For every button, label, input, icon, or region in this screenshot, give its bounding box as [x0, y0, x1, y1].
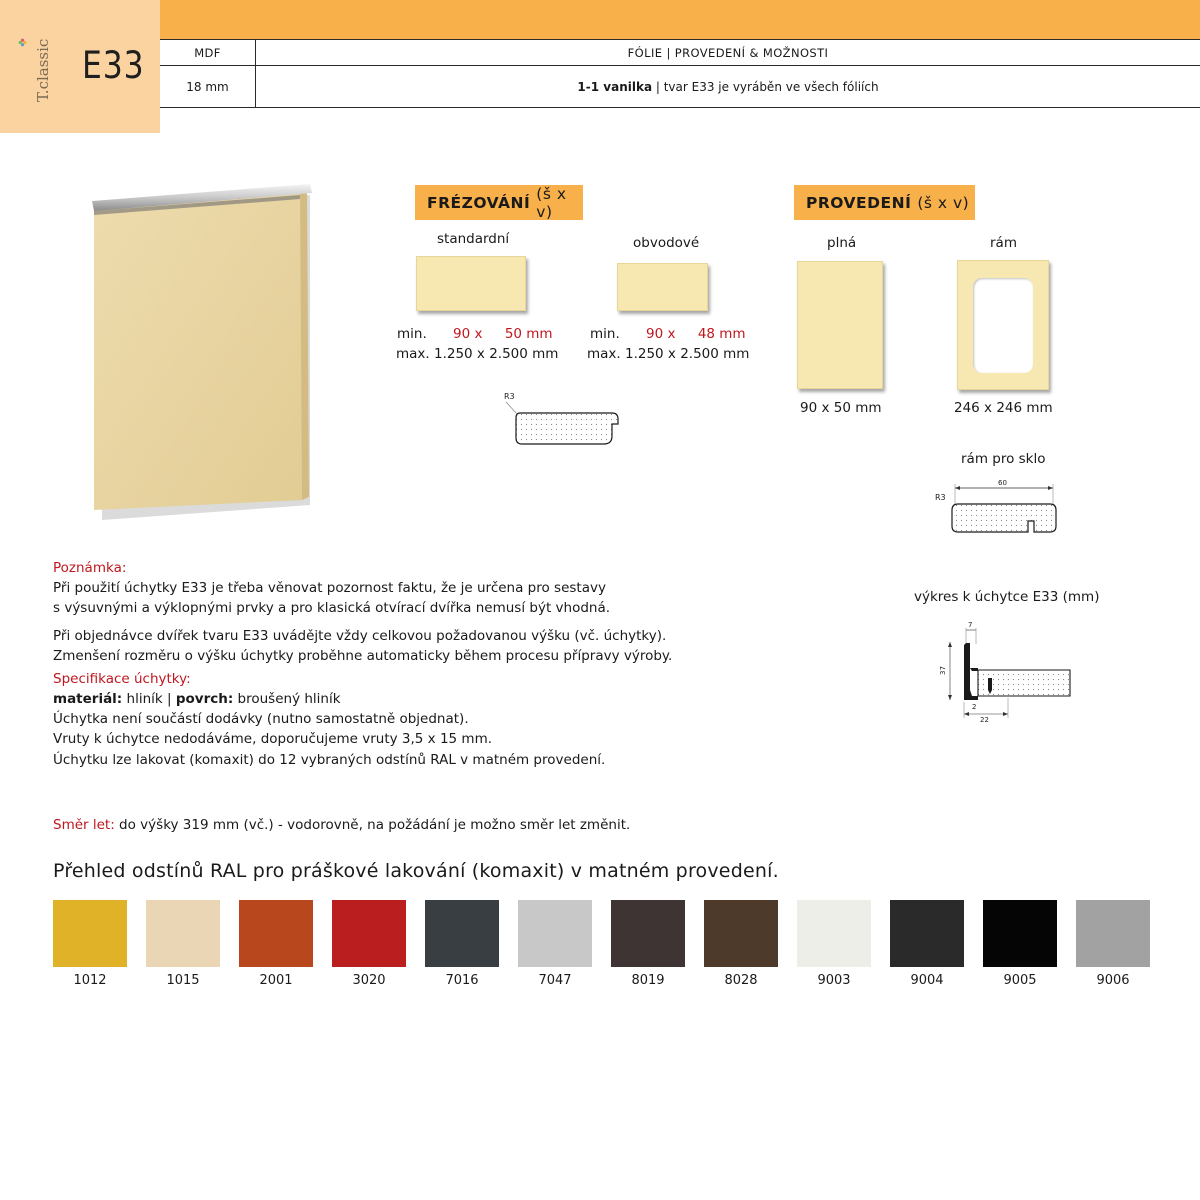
ral-code: 9003	[817, 973, 851, 988]
ral-swatch-item	[425, 900, 499, 988]
brand-logo-text: T.classic	[34, 38, 52, 102]
spec-table-value-row	[160, 66, 1200, 108]
order-line: Při objednávce dvířek tvaru E33 uvádějte vždy celkovou požadovanou výšku (vč. úchytky).	[53, 628, 667, 644]
spec-line: Úchytka není součástí dodávky (nutno samostatně objednat).	[53, 711, 469, 727]
ral-swatch-item	[53, 900, 127, 988]
milling-perimeter-min	[590, 326, 746, 342]
ral-code: 9005	[1003, 973, 1037, 988]
brand-panel	[0, 0, 160, 133]
ral-swatch-item	[611, 900, 685, 988]
material-line	[53, 689, 813, 709]
spec-value-foil	[256, 66, 1200, 107]
door-panel	[94, 191, 302, 510]
ral-swatch	[239, 900, 313, 967]
milling-profile-drawing	[500, 388, 625, 450]
ral-code: 8019	[631, 973, 665, 988]
ral-swatch	[425, 900, 499, 967]
ral-swatch	[704, 900, 778, 967]
flower-icon	[18, 38, 27, 47]
ral-swatch-item	[518, 900, 592, 988]
note-line: s výsuvnými a výklopnými prvky a pro klasická otvírací dvířka nemusí být vhodná.	[53, 600, 611, 616]
milling-perimeter-sample	[617, 263, 708, 311]
ral-swatch	[1076, 900, 1150, 967]
ral-swatch-item	[146, 900, 220, 988]
version-frame-sample	[957, 260, 1049, 390]
glass-frame-profile-drawing	[930, 474, 1060, 538]
ral-swatch	[890, 900, 964, 967]
milling-perimeter-label: obvodové	[633, 235, 700, 251]
surface-value: broušený hliník	[233, 691, 341, 707]
ral-code: 9006	[1096, 973, 1130, 988]
milling-section-tag	[415, 185, 583, 220]
milling-standard-sample	[416, 256, 526, 311]
version-frame-size: 246 x 246 mm	[954, 400, 1053, 416]
milling-standard-label: standardní	[437, 231, 510, 247]
ral-swatch-item	[1076, 900, 1150, 988]
grain-label: Směr let:	[53, 817, 115, 833]
version-solid-size: 90 x 50 mm	[800, 400, 882, 416]
ral-code: 7016	[445, 973, 479, 988]
milling-dims: (š x v)	[536, 184, 567, 221]
handle-dim-small: 2	[972, 703, 977, 711]
spec-heading: Specifikace úchytky:	[53, 671, 191, 687]
ral-swatch	[53, 900, 127, 967]
ral-swatch	[518, 900, 592, 967]
door-illustration	[78, 175, 328, 520]
surface-label: povrch:	[175, 691, 234, 707]
order-line: Zmenšení rozměru o výšku úchytky proběhne automaticky během procesu přípravy výroby.	[53, 648, 673, 664]
handle-technical-drawing	[932, 618, 1080, 728]
note-heading: Poznámka:	[53, 560, 127, 576]
model-code: E33	[82, 44, 145, 87]
handle-dim-bottom: 22	[980, 716, 989, 724]
spec-line: Vruty k úchytce nedodáváme, doporučujeme vruty 3,5 x 15 mm.	[53, 731, 493, 747]
version-title: PROVEDENÍ	[806, 193, 912, 212]
spec-table	[160, 39, 1200, 108]
milling-standard-max: max. 1.250 x 2.500 mm	[396, 346, 559, 362]
ral-swatch-row	[53, 900, 1153, 990]
foil-note: | tvar E33 je vyráběn ve všech fóliích	[652, 79, 879, 94]
ral-swatch	[983, 900, 1057, 967]
min-width: 90 x	[453, 326, 483, 342]
material-value: hliník |	[122, 691, 176, 707]
ral-code: 2001	[259, 973, 293, 988]
min-width: 90 x	[646, 326, 676, 342]
note-line: Při použití úchytky E33 je třeba věnovat pozornost faktu, že je určena pro sestavy	[53, 580, 606, 596]
ral-code: 1015	[166, 973, 200, 988]
spec-table-header-row	[160, 39, 1200, 66]
version-section-tag	[794, 185, 975, 220]
glass-frame-label: rám pro sklo	[961, 451, 1046, 467]
ral-code: 9004	[910, 973, 944, 988]
milling-perimeter-max: max. 1.250 x 2.500 mm	[587, 346, 750, 362]
version-dims: (š x v)	[917, 193, 970, 212]
ral-swatch-item	[983, 900, 1057, 988]
ral-code: 1012	[73, 973, 107, 988]
glass-profile-r3-label: R3	[935, 493, 946, 502]
glass-profile-width-label: 60	[998, 479, 1007, 487]
material-label: materiál:	[53, 691, 123, 707]
min-height: 50 mm	[504, 326, 553, 342]
spec-value-thickness: 18 mm	[160, 66, 256, 107]
ral-swatch	[797, 900, 871, 967]
ral-swatch-item	[890, 900, 964, 988]
ral-code: 3020	[352, 973, 386, 988]
spec-line: Úchytku lze lakovat (komaxit) do 12 vybraných odstínů RAL v matném provedení.	[53, 752, 606, 768]
ral-swatch	[146, 900, 220, 967]
handle-dim-height: 37	[939, 666, 947, 675]
spec-header-mdf: MDF	[160, 40, 256, 65]
spec-header-foil: FÓLIE | PROVEDENÍ & MOŽNOSTI	[627, 45, 829, 60]
grain-direction	[53, 817, 630, 833]
ral-swatch-item	[332, 900, 406, 988]
ral-code: 7047	[538, 973, 572, 988]
milling-standard-min	[397, 326, 553, 342]
min-prefix: min.	[590, 326, 620, 342]
version-solid-label: plná	[827, 235, 857, 251]
ral-swatch-item	[704, 900, 778, 988]
grain-text: do výšky 319 mm (vč.) - vodorovně, na požádání je možno směr let změnit.	[114, 817, 631, 833]
ral-swatch-item	[797, 900, 871, 988]
notes-section	[53, 558, 813, 770]
ral-swatch-item	[239, 900, 313, 988]
ral-title: Přehled odstínů RAL pro práškové lakování (komaxit) v matném provedení.	[53, 860, 779, 882]
version-frame-label: rám	[990, 235, 1017, 251]
header-bar	[160, 0, 1200, 39]
foil-name: 1-1 vanilka	[577, 79, 653, 94]
frame-opening	[973, 278, 1033, 373]
ral-code: 8028	[724, 973, 758, 988]
min-height: 48 mm	[697, 326, 746, 342]
handle-drawing-title: výkres k úchytce E33 (mm)	[914, 589, 1100, 605]
min-prefix: min.	[397, 326, 427, 342]
brand-logo	[6, 30, 52, 106]
profile-r3-label: R3	[504, 392, 515, 401]
ral-swatch	[611, 900, 685, 967]
ral-swatch	[332, 900, 406, 967]
version-solid-sample	[797, 261, 883, 389]
handle-dim-top: 7	[968, 621, 973, 629]
milling-title: FRÉZOVÁNÍ	[427, 193, 531, 212]
